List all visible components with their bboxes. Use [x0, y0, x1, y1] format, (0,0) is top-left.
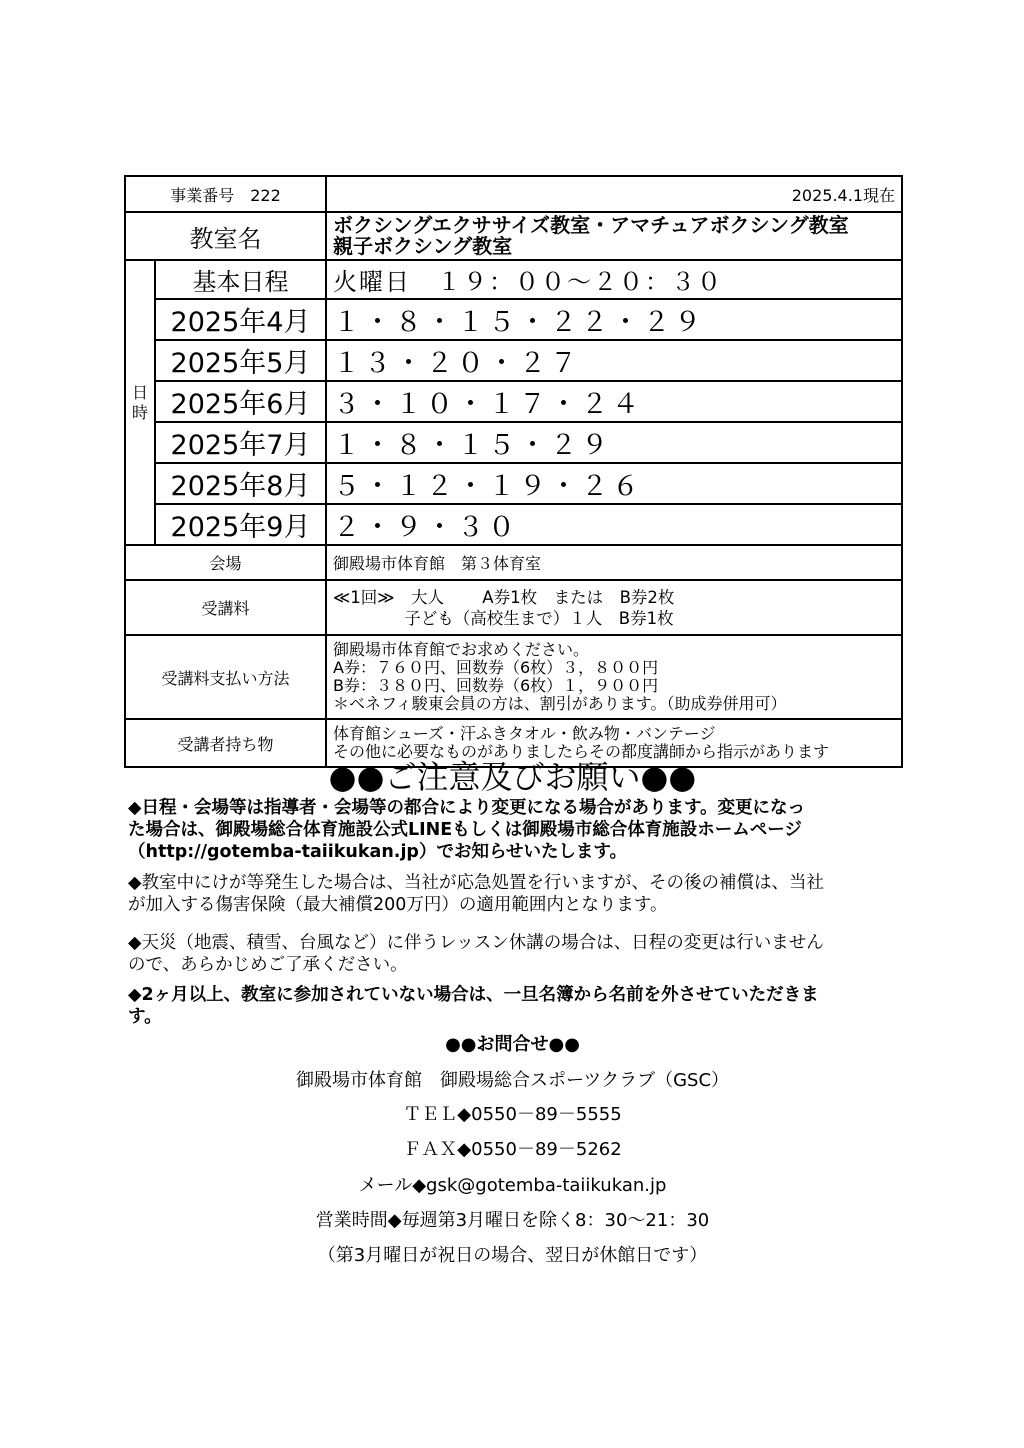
belongings-line2: その他に必要なものがありましたらその都度講師から指示があります — [333, 742, 830, 761]
month-label: 2025年5月 — [155, 340, 326, 381]
month-days: ２・９・３０ — [326, 504, 902, 545]
payment-line1: 御殿場市体育館でお求めください。 — [333, 640, 590, 659]
month-days: ３・１０・１７・２４ — [326, 381, 902, 422]
basic-schedule-label: 基本日程 — [155, 260, 326, 299]
fee-label: 受講料 — [125, 580, 326, 635]
class-name-label: 教室名 — [125, 212, 326, 260]
month-label: 2025年8月 — [155, 463, 326, 504]
payment-line2: A券：７６０円、回数券（6枚）３，８００円 — [333, 658, 659, 677]
fee-line1: ≪1回≫ 大人 A券1枚 または B券2枚 — [333, 587, 675, 607]
belongings-line1: 体育館シューズ・汗ふきタオル・飲み物・バンテージ — [333, 724, 716, 743]
contact-title: ●●お問合せ●● — [445, 1034, 580, 1055]
month-label: 2025年9月 — [155, 504, 326, 545]
contact-tel: ＴＥＬ◆0550－89－5555 — [403, 1104, 622, 1125]
fee-line2: 子ども（高校生まで）１人 B券1枚 — [333, 608, 674, 628]
payment-label: 受講料支払い方法 — [125, 635, 326, 719]
contact-fax: ＦＡＸ◆0550－89－5262 — [403, 1139, 622, 1160]
basic-schedule-value: 火曜日 １９：００～２０：３０ — [326, 260, 902, 299]
as-of-date: 2025.4.1現在 — [326, 176, 902, 212]
venue-value: 御殿場市体育館 第３体育室 — [326, 545, 902, 580]
class-name-value — [326, 212, 902, 260]
month-label: 2025年7月 — [155, 422, 326, 463]
schedule-side-label: 日 時 — [125, 260, 155, 545]
contact-org: 御殿場市体育館 御殿場総合スポーツクラブ（GSC） — [295, 1070, 730, 1091]
contact-hours: 営業時間◆毎週第3月曜日を除く8：30～21：30 — [315, 1210, 710, 1231]
contact-email: メール◆gsk@gotemba-taiikukan.jp — [358, 1175, 667, 1196]
payment-line3: B券：３８０円、回数券（6枚）１，９００円 — [333, 676, 659, 695]
notice-item-injury: ◆教室中にけが等発生した場合は、当社が応急処置を行いますが、その後の補償は、当社 が加入する傷害保険（最大補償200万円）の適用範囲内となります。 — [128, 873, 824, 915]
notice-item-schedule-change: ◆日程・会場等は指導者・会場等の都合により変更になる場合があります。変更になっ た場合は、御殿場総合体育施設公式LINEもしくは御殿場市総合体育施設ホームページ （http://gotemba-taiikukan.jp）でお知らせいたします。 — [128, 798, 806, 862]
venue-label: 会場 — [125, 545, 326, 580]
month-days: ５・１２・１９・２６ — [326, 463, 902, 504]
month-days: １３・２０・２７ — [326, 340, 902, 381]
class-name-line2: 親子ボクシング教室 — [333, 234, 513, 258]
notice-item-absence: ◆2ヶ月以上、教室に参加されていない場合は、一旦名簿から名前を外させていただきま す。 — [128, 985, 819, 1027]
fee-value — [326, 580, 902, 635]
month-days: １・８・１５・２９ — [326, 422, 902, 463]
month-label: 2025年6月 — [155, 381, 326, 422]
notice-title: ●●ご注意及びお願い●● — [328, 758, 697, 796]
notice-item-disaster: ◆天災（地震、積雪、台風など）に伴うレッスン休講の場合は、日程の変更は行いません ので、あらかじめご了承ください。 — [128, 933, 824, 975]
contact-closed-note: （第3月曜日が祝日の場合、翌日が休館日です） — [317, 1245, 708, 1266]
month-label: 2025年4月 — [155, 299, 326, 340]
month-days: １・８・１５・２２・２９ — [326, 299, 902, 340]
class-name-line1: ボクシングエクササイズ教室・アマチュアボクシング教室 — [333, 213, 849, 237]
payment-value — [326, 635, 902, 719]
belongings-label: 受講者持ち物 — [125, 719, 326, 767]
info-table — [124, 175, 903, 768]
payment-line4: ＊ベネフィ駿東会員の方は、割引があります。（助成券併用可） — [333, 694, 787, 713]
event-number: 事業番号 222 — [125, 176, 326, 212]
